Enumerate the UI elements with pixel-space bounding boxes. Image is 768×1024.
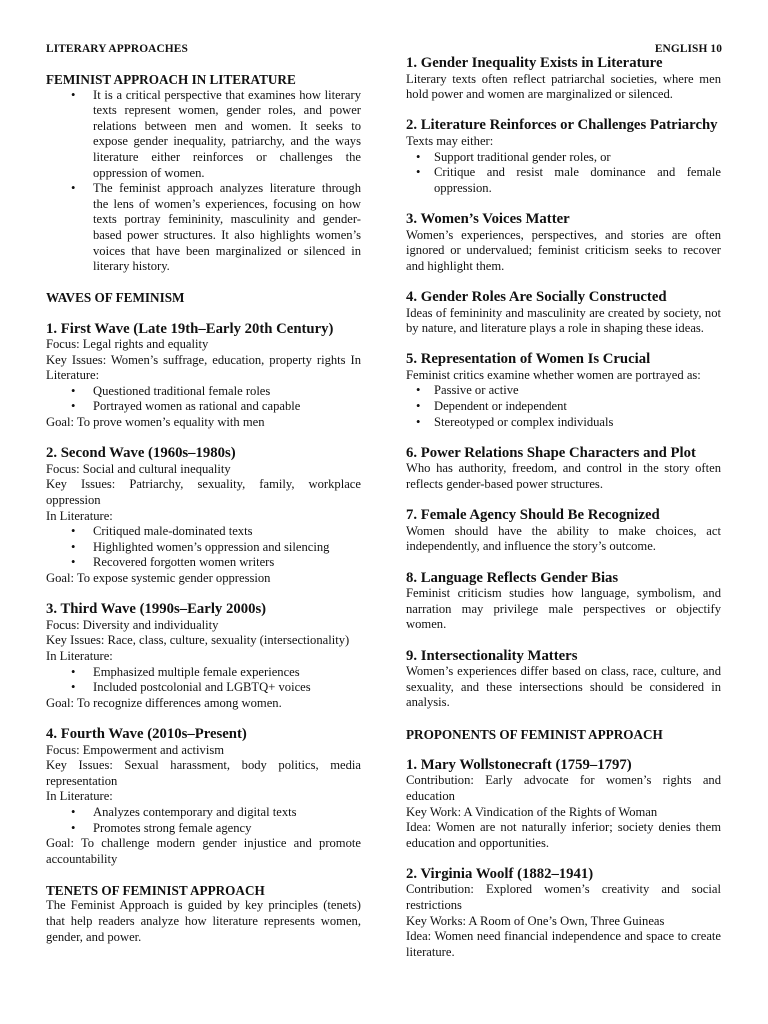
- tenet-body: Who has authority, freedom, and control in the story often reflects gender-based power structures.: [406, 461, 721, 492]
- wave-literature-label: In Literature:: [46, 648, 113, 663]
- wave-issues: Key Issues: Patriarchy, sexuality, family, workplace oppression: [46, 477, 361, 508]
- proponent-heading: 1. Mary Wollstonecraft (1759–1797): [406, 756, 632, 773]
- wave-focus: Focus: Legal rights and equality: [46, 337, 209, 352]
- feminist-approach-title: FEMINIST APPROACH IN LITERATURE: [46, 72, 296, 87]
- tenet-heading: 4. Gender Roles Are Socially Constructed: [406, 288, 667, 305]
- list-item: • Emphasized multiple female experiences: [46, 665, 361, 681]
- wave-goal: Goal: To recognize differences among women.: [46, 695, 282, 710]
- wave-focus: Focus: Diversity and individuality: [46, 617, 219, 632]
- wave-issues: Key Issues: Race, class, culture, sexuality (intersectionality): [46, 633, 350, 648]
- list-item: • Highlighted women’s oppression and silencing: [46, 540, 361, 556]
- tenet-body: Women should have the ability to make choices, act independently, and influence the story’s outcome.: [406, 523, 721, 554]
- tenet-heading: 5. Representation of Women Is Crucial: [406, 351, 651, 368]
- wave-heading: 3. Third Wave (1990s–Early 2000s): [46, 601, 267, 618]
- proponent-heading: 2. Virginia Woolf (1882–1941): [406, 865, 594, 882]
- wave-focus: Focus: Empowerment and activism: [46, 742, 225, 757]
- list-item: • Portrayed women as rational and capable: [46, 399, 361, 415]
- wave-second: [46, 446, 361, 586]
- proponent-contribution: Contribution: Early advocate for women’s rights and education: [406, 773, 721, 803]
- wave-issues: Key Issues: Women’s suffrage, education, property rights In Literature:: [46, 352, 361, 383]
- list-item: • Dependent or independent: [406, 399, 721, 415]
- tenet-heading: 9. Intersectionality Matters: [406, 647, 578, 664]
- tenet-8: [406, 571, 721, 633]
- list-item: • Included postcolonial and LGBTQ+ voices: [46, 680, 361, 696]
- tenet-list: [406, 150, 721, 197]
- proponent-contribution: Contribution: Explored women’s creativity and social restrictions: [406, 882, 721, 913]
- list-item: • Stereotyped or complex individuals: [406, 415, 721, 431]
- tenet-5: [406, 352, 721, 430]
- waves-title: WAVES OF FEMINISM: [46, 290, 185, 306]
- tenet-9: [406, 649, 721, 711]
- right-column: [406, 56, 721, 960]
- tenet-heading: 2. Literature Reinforces or Challenges Patriarchy: [406, 117, 718, 134]
- tenets-intro: The Feminist Approach is guided by key principles (tenets) that help readers analyze how literature represents women, gender, and power.: [46, 898, 361, 944]
- proponent-work: Key Work: A Vindication of the Rights of Woman: [406, 804, 658, 819]
- wave-goal: Goal: To challenge modern gender injustice and promote accountability: [46, 836, 361, 866]
- list-item: • It is a critical perspective that examines how literary texts represent women, gender roles, and power relations between men and women. It seeks to expose gender inequality, patriarchy, and the ways literature either reinforces or challenges the oppression of women.: [46, 88, 361, 182]
- proponents-title: PROPONENTS OF FEMINIST APPROACH: [406, 726, 663, 742]
- list-item: • Recovered forgotten women writers: [46, 555, 361, 571]
- wave-heading: 4. Fourth Wave (2010s–Present): [46, 725, 247, 742]
- tenet-body: Texts may either:: [406, 133, 494, 148]
- feminist-definition-list: [46, 88, 361, 275]
- tenet-7: [406, 508, 721, 555]
- tenet-body: Women’s experiences, perspectives, and stories are often ignored or undervalued; feminist criticism seeks to recover and highlight them.: [406, 227, 721, 273]
- tenet-list: [406, 383, 721, 430]
- list-item: • Support traditional gender roles, or: [406, 150, 721, 166]
- proponent-idea: Idea: Women need financial independence and space to create literature.: [406, 929, 721, 959]
- tenet-body: Feminist critics examine whether women are portrayed as:: [406, 367, 701, 382]
- wave-goal: Goal: To expose systemic gender oppression: [46, 571, 271, 585]
- tenet-1: [406, 56, 721, 103]
- wave-heading: 2. Second Wave (1960s–1980s): [46, 445, 236, 462]
- tenets-title: TENETS OF FEMINIST APPROACH: [46, 882, 265, 898]
- tenet-heading: 6. Power Relations Shape Characters and Plot: [406, 444, 696, 461]
- tenet-4: [406, 290, 721, 337]
- list-item: • Questioned traditional female roles: [46, 384, 361, 400]
- wave-issues: Key Issues: Sexual harassment, body politics, media representation: [46, 758, 361, 788]
- tenet-heading: 3. Women’s Voices Matter: [406, 210, 570, 227]
- wave-fourth: [46, 727, 361, 867]
- list-item: • Critique and resist male dominance and female oppression.: [406, 165, 721, 196]
- wave-first: [46, 322, 361, 431]
- wave-literature-label: In Literature:: [46, 789, 113, 804]
- wave-literature-list: [46, 384, 361, 415]
- wave-focus: Focus: Social and cultural inequality: [46, 461, 231, 476]
- tenet-heading: 7. Female Agency Should Be Recognized: [406, 507, 660, 524]
- proponent-work: Key Works: A Room of One’s Own, Three Guineas: [406, 913, 665, 928]
- proponent-2: [406, 867, 721, 961]
- tenet-body: Literary texts often reflect patriarchal societies, where men hold power and women are marginalized or silenced.: [406, 71, 721, 102]
- wave-third: [46, 602, 361, 711]
- tenet-heading: 8. Language Reflects Gender Bias: [406, 569, 619, 586]
- tenet-6: [406, 446, 721, 493]
- wave-literature-list: [46, 524, 361, 571]
- wave-heading: 1. First Wave (Late 19th–Early 20th Century): [46, 320, 334, 337]
- tenet-heading: 1. Gender Inequality Exists in Literature: [406, 55, 663, 71]
- list-item: • The feminist approach analyzes literature through the lens of women’s experiences, focusing on how texts portray femininity, masculinity and gender-based power structures. It also highlights women’s voices that have been marginalized or silenced in literary history.: [46, 181, 361, 275]
- proponent-idea: Idea: Women are not naturally inferior; society denies them education and opportunities.: [406, 820, 721, 850]
- left-column: [46, 72, 361, 945]
- list-item: • Critiqued male-dominated texts: [46, 524, 361, 540]
- wave-literature-list: [46, 665, 361, 696]
- proponent-1: [406, 758, 721, 852]
- list-item: • Promotes strong female agency: [46, 821, 361, 837]
- wave-goal: Goal: To prove women’s equality with men: [46, 415, 265, 430]
- list-item: • Analyzes contemporary and digital texts: [46, 805, 361, 821]
- tenet-3: [406, 212, 721, 274]
- running-header-right: ENGLISH 10: [654, 43, 722, 55]
- wave-literature-label: In Literature:: [46, 508, 113, 523]
- tenet-body: Women’s experiences differ based on class, race, culture, and sexuality, and these intersections should be considered in analysis.: [406, 664, 721, 710]
- tenet-body: Ideas of femininity and masculinity are created by society, not by nature, and literature plays a role in shaping these ideas.: [406, 305, 721, 336]
- running-header-left: LITERARY APPROACHES: [46, 43, 188, 55]
- list-item: • Passive or active: [406, 383, 721, 399]
- tenet-body: Feminist criticism studies how language, symbolism, and narration may privilege male perspectives or objectify women.: [406, 586, 721, 632]
- tenet-2: [406, 118, 721, 196]
- wave-literature-list: [46, 805, 361, 836]
